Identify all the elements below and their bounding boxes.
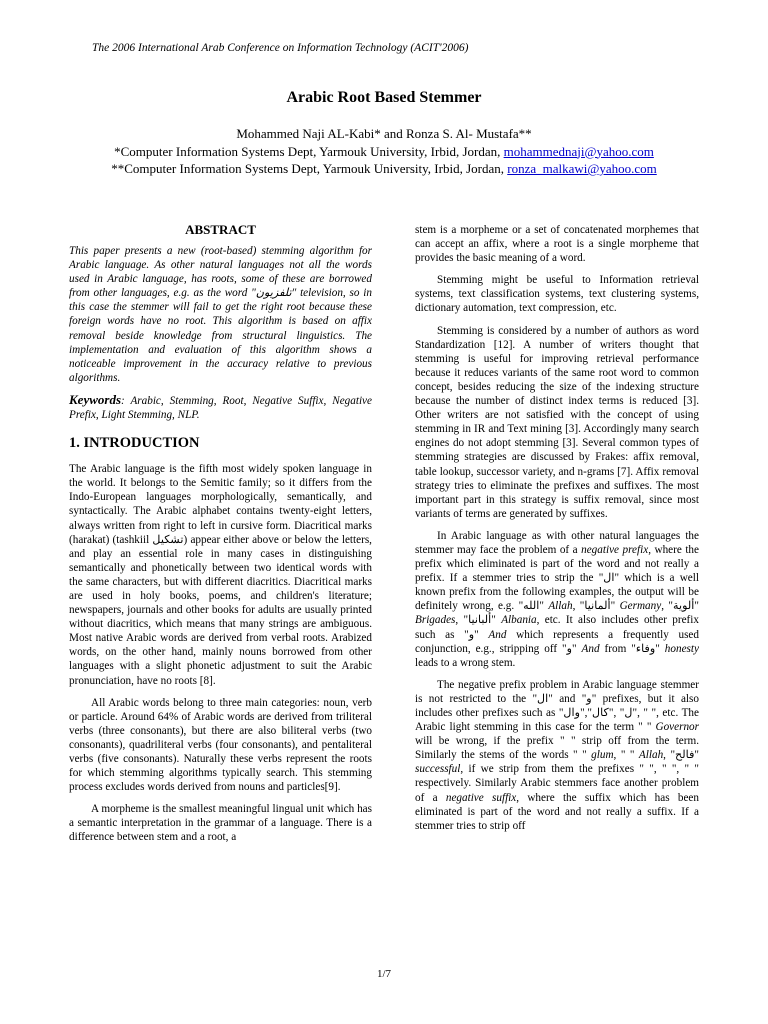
emphasis: Governor [655,721,699,734]
emphasis: Allah [548,600,573,613]
text-run: leads to a wrong stem. [415,656,516,669]
text-run: , " [661,600,673,613]
arabic-term: ألوية [672,600,695,613]
emphasis: And [581,642,600,655]
introduction-heading: 1. INTRODUCTION [69,435,200,452]
text-run: ", " [608,707,625,719]
author-2-email-link[interactable]: ronza_malkawi@yahoo.com [507,161,657,176]
right-paragraph-5 [415,678,699,833]
arabic-term: ألمانيا [584,600,611,613]
arabic-term: وفاء [635,642,656,655]
intro-p1-text-b: ) appear either above or below the letters, and play an essential role in many cases in distinguishing semantically and phonetically between two identical words with the same characters, but with different diacritics. Diacritical marks are used in holy books, poems, and children's literature; newspapers, journals and other books for adults are usually printed without diacritics, which means that many strings are ambiguous. Most native Arabic words are derived from verbal roots. Arabized words, on the other hand, mainly nouns borrowed from other languages with a slight phonetic adjustment to suit the Arabic pronunciation, have no roots [8]. [69,533,372,687]
text-run: , where the prefix which eliminated is part of the word and not really a prefix. If a stemmer tries to strip the " [415,543,699,585]
right-paragraph-2: Stemming might be useful to Information retrieval systems, text classification systems, text clustering systems, dictionary automation, text compression, etc. [415,274,699,315]
text-run: " prefixes, but it also includes other prefixes such as " [415,692,699,719]
affiliation-2-text: **Computer Information Systems Dept, Yarmouk University, Irbid, Jordan, [111,161,508,176]
text-run: " [474,628,489,641]
emphasis: Allah [638,749,664,762]
text-run: " [539,600,549,613]
emphasis: glum [591,749,614,762]
text-run: " [572,642,582,655]
arabic-term: كال [592,707,609,719]
emphasis: Germany [619,600,662,613]
abstract-text-b: " television, so in this case the stemmer will fail to get the right root because these foreign words have no root. This algorithm is based on affix removal beside knowledge from structural linguistics. The implementation and evaluation of this algorithm shows a noticeable improvement in the accuracy relative to previous algorithms. [69,287,372,384]
text-run: , etc. It also includes other prefix such as " [415,614,699,641]
emphasis: negative prefix [581,543,649,556]
text-run: , if we strip from them the prefixes " ", " ", " " respectively. Similarly Arabic stemmers face another problem of a [415,763,699,804]
affiliation-1-text: *Computer Information Systems Dept, Yarmouk University, Irbid, Jordan, [114,143,504,159]
text-run: , " [455,614,469,627]
right-column [415,223,699,841]
arabic-term: و [566,642,573,655]
text-run: " [694,600,699,613]
text-run: " and " [548,692,587,705]
arabic-term: الله [523,600,540,613]
text-run: from " [599,642,636,655]
right-paragraph-4 [415,529,699,670]
text-run: " [655,642,665,655]
keywords-text: : Arabic, Stemming, Root, Negative Suffix, Negative Prefix, Light Stemming, NLP. [69,394,372,422]
author-block [0,125,768,178]
intro-paragraph-1 [69,462,372,688]
text-run: " [491,614,502,627]
text-run: "," [580,707,592,719]
text-run: which represents a frequently used conjunction, e.g., stripping off " [415,628,699,655]
text-run: " which is a well known prefix from the following examples, the output will be definitely wrong, e.g. " [415,572,699,613]
text-run: " [694,749,699,762]
intro-p1-text-a: The Arabic language is the fifth most widely spoken language in the world. It belongs to the Semitic family; so it differs from the Indo-European languages morphologically, semantically, and syntactically. The Arabic alphabet contains twenty-eight letters, always written from right to left in cursive form. Diacritical marks (harakat) (tashkiil [69,463,372,546]
text-run: , " " [613,749,639,762]
text-run: In Arabic language as with other natural languages the stemmer may face the problem of a [415,529,699,556]
text-run: The negative prefix problem in Arabic language stemmer is not restricted to the " [415,678,699,705]
right-paragraph-1: stem is a morpheme or a set of concatenated morphemes that can accept an affix, where a root is a single morpheme that provides the basic meaning of a word. [415,224,699,265]
arabic-term: ال [603,572,615,585]
arabic-term: ال [537,692,549,705]
abstract-heading: ABSTRACT [185,222,256,237]
emphasis: Brigades [415,614,456,627]
emphasis: negative suffix [445,791,517,804]
text-run: , " [663,749,676,762]
intro-paragraph-3: A morpheme is the smallest meaningful lingual unit which has a semantic interpretation in the grammar of a language. There is a difference between stem and a root, a [69,803,372,844]
arabic-term: و [586,692,592,705]
intro-paragraph-2: All Arabic words belong to three main categories: noun, verb or particle. Around 64% of Arabic words are derived from triliteral verbs (three consonants), but there are also biliteral verbs (two consonants), quadriliteral verbs (four consonants), and pentaliteral verbs (five consonants). Naturally these verbs represent the roots for which stemming algorithms typically search. This stemming process excludes words derived from nouns and particles[9]. [69,696,372,794]
emphasis: honesty [664,642,699,655]
conference-header: The 2006 International Arab Conference on Information Technology (ACIT'2006) [92,42,469,54]
text-run: ", " ", etc. The Arabic light stemming in this case for the term " " [415,707,699,734]
emphasis: Albania [501,614,537,627]
right-paragraph-3: Stemming is considered by a number of authors as word Standardization [12]. A number of writers thought that stemming is useful for improving retrieval performance because it reduces variants of the same root word to common concept, besides reducing the size of the indexing structure because the number of distinct index terms is reduced [3]. Other writers are not satisfied with the concept of using stemming in IR and Text mining [3]. Accordingly many search engines do not adopt stemming [3]. Several common types of stemming strategies are discussed by Frakes: affix removal, table lookup, successor variety, and n-grams [7]. Affix removal strategy tries to eliminate the prefixes and suffixes. The most important part in this strategy is suffix removal, since most variants of terms are generated by suffixes. [415,324,699,520]
page-number: 1/7 [376,968,392,980]
arabic-term: ألبانيا [468,614,492,627]
arabic-term: ل [624,707,633,719]
text-run: , where the suffix which has been eliminated is part of the word and not really a suffix. If a stemmer tries to strip off [415,791,699,832]
intro-p1-arabic: تشكيل [152,533,184,546]
abstract-arabic-word: تلفزيون [255,287,292,300]
keywords-paragraph [69,393,372,422]
abstract-paragraph [69,244,372,385]
affiliation-2 [0,160,768,178]
left-column [69,222,372,853]
arabic-term: و [468,628,475,641]
emphasis: And [488,628,507,641]
text-run: will be wrong, if the prefix " " strip off from the term. Similarly the stems of the words " " [415,735,699,762]
arabic-term: فالح [675,749,695,762]
emphasis: successful [415,763,461,776]
abstract-text-a: This paper presents a new (root-based) stemming algorithm for Arabic language. As other natural languages not all the words used in Arabic language, has roots, some of these are borrowed from other languages, e.g. as the word " [69,245,372,300]
text-run: " [610,600,620,613]
affiliation-1 [0,143,768,161]
keywords-label: Keywords [69,391,121,407]
arabic-term: وال [563,707,581,719]
author-1-email-link[interactable]: mohammednaji@yahoo.com [503,143,654,159]
paper-title: Arabic Root Based Stemmer [286,89,482,106]
author-names: Mohammed Naji AL-Kabi* and Ronza S. Al- Mustafa** [236,126,532,141]
text-run: , " [572,600,585,613]
